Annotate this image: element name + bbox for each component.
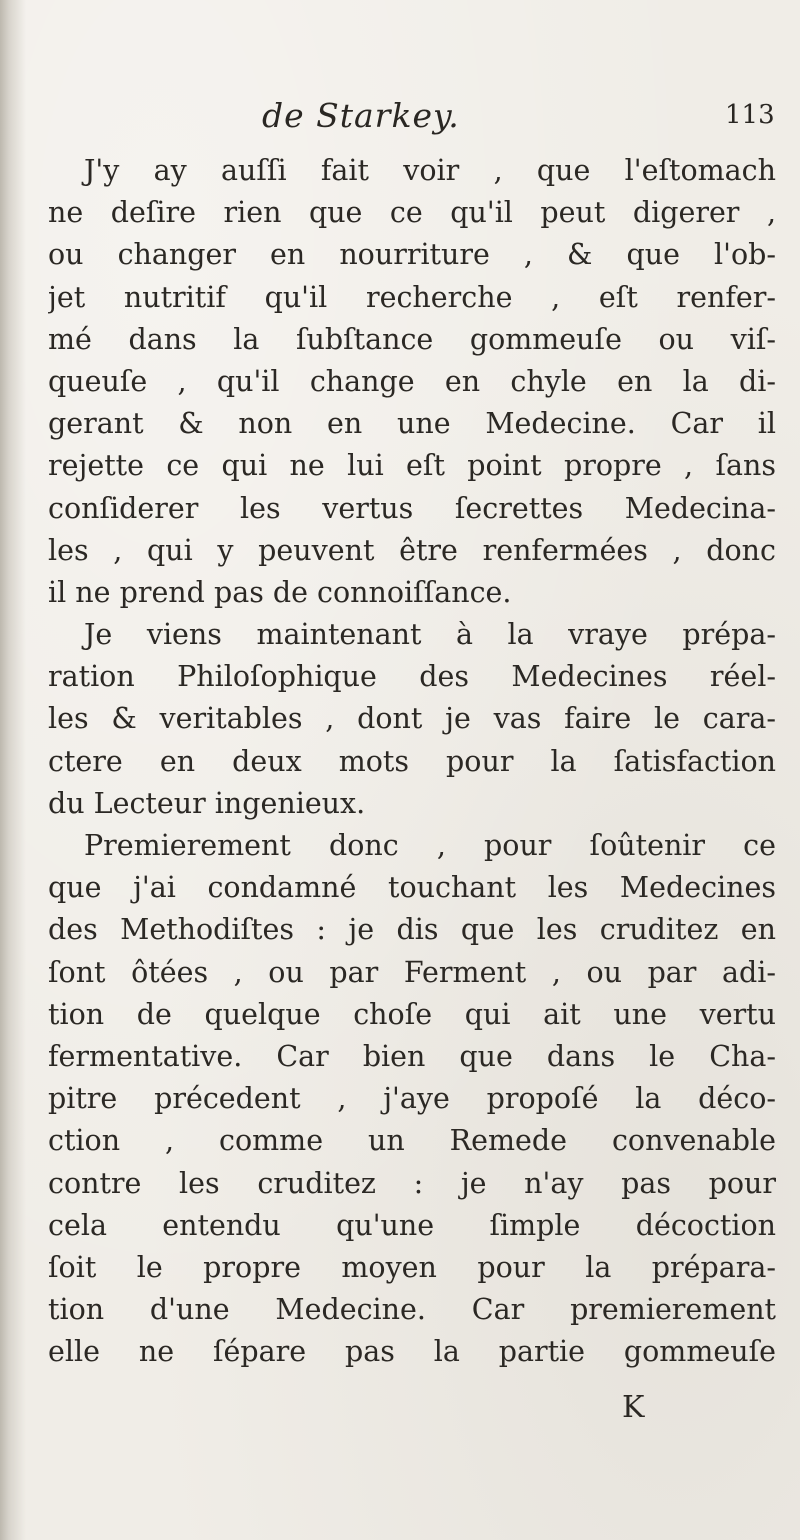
text-line: tion d'une Medecine. Car premierement bbox=[48, 1293, 776, 1327]
text-line: ne deſire rien que ce qu'il peut digerer , bbox=[48, 196, 776, 230]
text-line: ration Philoſophique des Medecines réel- bbox=[48, 660, 776, 694]
text-line: du Lecteur ingenieux. bbox=[48, 786, 366, 820]
catchword: K bbox=[622, 1390, 645, 1425]
text-line: que j'ai condamné touchant les Medecines bbox=[48, 871, 776, 905]
page-number: 113 bbox=[725, 100, 775, 130]
text-line: rejette ce qui ne lui eſt point propre , ſans bbox=[48, 449, 776, 483]
text-line: contre les cruditez : je n'ay pas pour bbox=[48, 1166, 776, 1200]
running-title: de Starkey. bbox=[262, 96, 460, 135]
text-line: des Methodiſtes : je dis que les cruditez en bbox=[48, 913, 776, 947]
text-line: tion de quelque choſe qui ait une vertu bbox=[48, 997, 776, 1031]
text-line: fermentative. Car bien que dans le Cha- bbox=[48, 1039, 776, 1073]
text-line: ctere en deux mots pour la ſatisfaction bbox=[48, 744, 776, 778]
text-line: mé dans la ſubſtance gommeuſe ou viſ- bbox=[48, 322, 776, 356]
text-line: les & veritables , dont je vas faire le cara- bbox=[48, 702, 776, 736]
text-line: ou changer en nourriture , & que l'ob- bbox=[48, 238, 776, 272]
text-line: cela entendu qu'une ſimple décoction bbox=[48, 1208, 776, 1242]
text-line: elle ne ſépare pas la partie gommeuſe bbox=[48, 1335, 776, 1369]
text-line: jet nutritif qu'il recherche , eſt renfer- bbox=[48, 280, 776, 314]
text-line: pitre précedent , j'aye propoſé la déco- bbox=[48, 1082, 776, 1116]
text-line: J'y ay auſſi fait voir , que l'eſtomach bbox=[84, 154, 776, 187]
text-line: ſont ôtées , ou par Ferment , ou par adi- bbox=[48, 955, 776, 989]
text-line: Je viens maintenant à la vraye prépa- bbox=[84, 618, 776, 652]
text-line: conſiderer les vertus ſecrettes Medecina- bbox=[48, 491, 776, 525]
text-line: ction , comme un Remede convenable bbox=[48, 1124, 776, 1158]
page-gutter-shadow bbox=[0, 0, 26, 1540]
text-line: il ne prend pas de connoiſſance. bbox=[48, 575, 512, 609]
text-line: queuſe , qu'il change en chyle en la di- bbox=[48, 364, 776, 398]
text-line: les , qui y peuvent être renfermées , donc bbox=[48, 533, 776, 567]
running-head bbox=[0, 90, 800, 146]
text-line: ſoit le propre moyen pour la prépara- bbox=[48, 1250, 776, 1284]
body-text bbox=[48, 150, 776, 1373]
text-line: Premierement donc , pour ſoûtenir ce bbox=[84, 829, 776, 862]
text-line: gerant & non en une Medecine. Car il bbox=[48, 407, 776, 441]
